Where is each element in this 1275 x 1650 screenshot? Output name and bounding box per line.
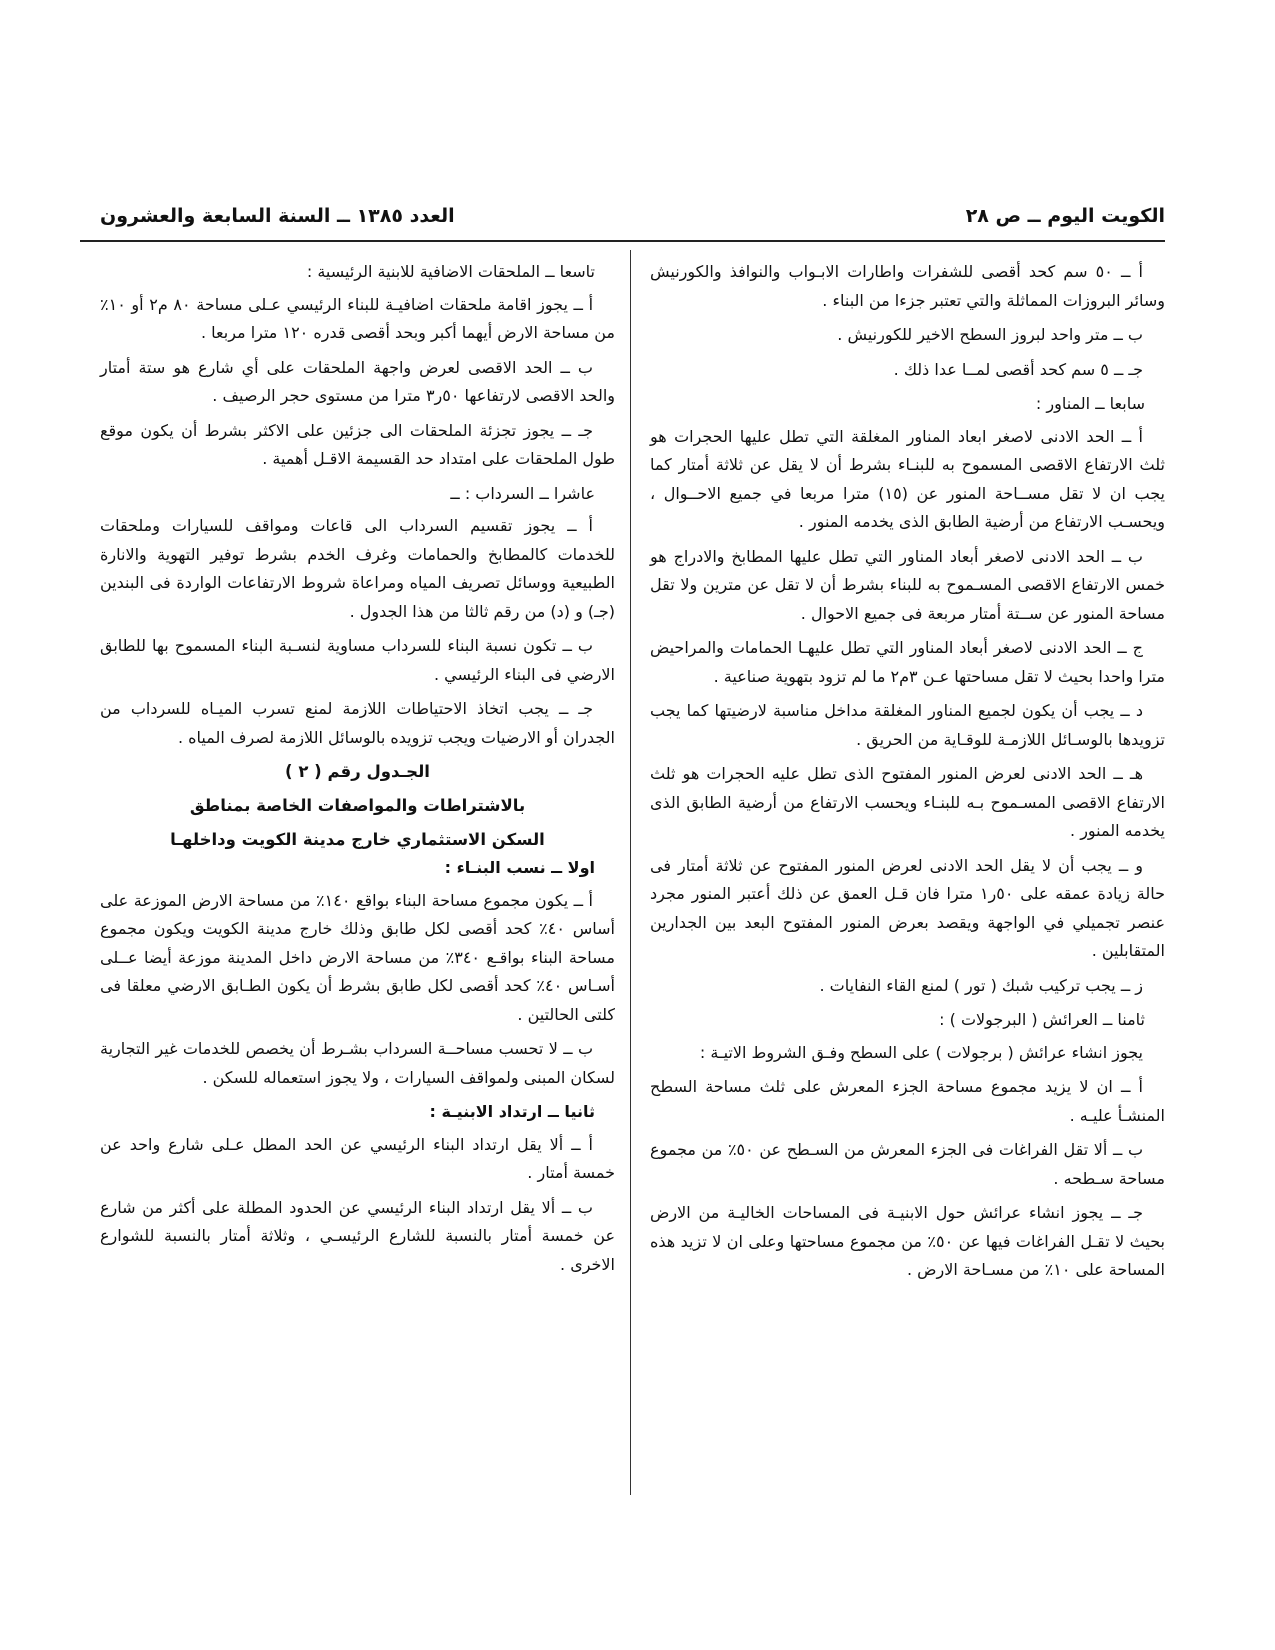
table-number-title: الجـدول رقم ( ٢ ) [285, 762, 430, 781]
section-heading-pergolas: ثامنا ــ العرائش ( البرجولات ) : [939, 1010, 1145, 1029]
paragraph: أ ــ يجوز تقسيم السرداب الى قاعات ومواقف للسيارات وملحقات للخدمات كالمطابخ والحمامات وغرف الخدم بشرط توفير التهوية والانارة الطبيعية ووسائل تصريف المياه ومراعاة شروط الارتفاعات الواردة فى البندين (جـ) و (د) من رقم ثالثا من هذا الجدول . [100, 516, 615, 621]
header-issue-year: العدد ١٣٨٥ ــ السنة السابعة والعشرون [100, 205, 455, 227]
paragraph: أ ــ ٥٠ سم كحد أقصى للشفرات واطارات الابـواب والنوافذ والكورنيش وسائر البروزات المماثلة والتي تعتبر جزءا من البناء . [650, 262, 1165, 310]
column-divider [630, 250, 631, 1495]
paragraph: أ ــ ألا يقل ارتداد البناء الرئيسي عن الحد المطل عـلى شارع واحد عن خمسة أمتار . [100, 1134, 615, 1182]
paragraph: أ ــ يكون مجموع مساحة البناء بواقع ١٤٠٪ من مساحة الارض الموزعة على أساس ٤٠٪ كحد أقصى لكل طابق وذلك خارج مدينة الكويت ويكون مجموع مساحة البناء بواقـع ٣٤٠٪ من مساحة الارض داخل المدينة موزعة أيضا عــلى أسـاس ٤٠٪ كحد أقصى لكل طابق بشرط أن يكون الطـابق الارضي معلقا فى كلتى الحالتين . [100, 890, 616, 1024]
paragraph: ب ــ الحد الادنى لاصغر أبعاد المناور التي تطل عليها المطابخ والادراج هو خمس الارتفاع الاقصى المسـموح به للبناء بشرط أن لا تقل عن مترين ولا تقل مساحة المنور عن ســتة أمتار مربعة فى جميع الاحوال . [650, 546, 1165, 623]
paragraph: يجوز انشاء عرائش ( برجولات ) على السطح وفـق الشروط الاتيـة : [699, 1042, 1143, 1062]
paragraph: أ ــ ان لا يزيد مجموع مساحة الجزء المعرش على ثلث مساحة السطح المنشـأ عليـه . [650, 1077, 1165, 1125]
paragraph: و ــ يجب أن لا يقل الحد الادنى لعرض المنور المفتوح عن ثلاثة أمتار فى حالة زيادة عمقه على ٥٠ر١ مترا فان قـل العمق عن ذلك أعتبر المنور مجرد عنصر تجميلي في الواجهة ويقصد بعرض المنور المفتوح البعد بين الجدارين المتقابلين . [650, 855, 1166, 960]
paragraph: جـ ــ يجوز تجزئة الملحقات الى جزئين على الاكثر بشرط أن يكون موقع طول الملحقات على امتداد حد القسيمة الاقـل أهمية . [100, 420, 615, 468]
section-heading-setbacks: ثانيا ــ ارتداد الابنيـة : [429, 1102, 595, 1121]
right-column [650, 258, 1165, 1291]
page-header [100, 205, 1165, 235]
paragraph: جـ ــ يجوز انشاء عرائش حول الابنيـة فى المساحات الخاليـة من الارض بحيث لا تقـل الفراغات فيها عن ٥٠٪ من مجموع مساحتها وعلى ان لا تزيد هذه المساحة على ١٠٪ من مسـاحة الارض . [650, 1203, 1165, 1279]
paragraph: جـ ــ يجب اتخاذ الاحتياطات اللازمة لمنع تسرب الميـاه للسرداب من الجدران أو الارضيات ويجب تزويده بالوسائل اللازمة لصرف المياه . [100, 699, 615, 747]
paragraph: ب ــ ألا تقل الفراغات فى الجزء المعرش من السـطح عن ٥٠٪ من مجموع مساحة سـطحه . [650, 1140, 1165, 1188]
paragraph: ب ــ لا تحسب مساحــة السرداب بشـرط أن يخصص للخدمات غير التجارية لسكان المبنى ولمواقف السيارات ، ولا يجوز استعماله للسكن . [100, 1039, 615, 1087]
section-heading-skylights: سابعا ــ المناور : [1035, 394, 1145, 413]
paragraph: أ ــ الحد الادنى لاصغر ابعاد المناور المغلقة التي تطل عليها الحجرات هو ثلث الارتفاع الاقصى المسموح به للبنـاء بشرط أن لا يقل عن ثلاثة أمتار كما يجب ان لا تقل مســاحة المنور عن (١٥) مترا مربعا في جميع الاحــوال ، ويحسـب الارتفاع من أرضية الطابق الذى يخدمه المنور . [650, 426, 1166, 531]
header-publication-page: الكويت اليوم ــ ص ٢٨ [965, 205, 1165, 227]
table-subtitle-line-1: بالاشتراطات والمواصفات الخاصة بمناطق [189, 796, 526, 815]
paragraph: ب ــ تكون نسبة البناء للسرداب مساوية لنسـبة البناء المسموح بها للطابق الارضي فى البناء الرئيسي . [100, 636, 615, 684]
paragraph: د ــ يجب أن يكون لجميع المناور المغلقة مداخل مناسبة لارضيتها كما يجب تزويدها بالوسـائل اللازمـة للوقـاية من الحريق . [650, 701, 1165, 749]
table-subtitle-line-2: السكن الاستثماري خارج مدينة الكويت وداخلهـا [170, 830, 545, 849]
paragraph: أ ــ يجوز اقامة ملحقات اضافيـة للبناء الرئيسي عـلى مساحة ٨٠ م٢ أو ١٠٪ من مساحة الارض أيهما أكبر وبحد أقصى قدره ١٢٠ مترا مربعا . [100, 294, 615, 342]
paragraph: هـ ــ الحد الادنى لعرض المنور المفتوح الذى تطل عليه الحجرات هو ثلث الارتفاع الاقصى المسـموح بـه للبنـاء ويحسب الارتفاع من أرضية الطابق الذى يخدمه المنور . [650, 764, 1165, 840]
paragraph: ب ــ متر واحد لبروز السطح الاخير للكورنيش . [837, 325, 1143, 344]
left-column [100, 258, 615, 1285]
paragraph: ج ــ الحد الادنى لاصغر أبعاد المناور التي تطل عليهـا الحمامات والمراحيض مترا واحدا بحيث لا تقل مساحتها عـن ٣م٢ ما لم تزود بتهوية صناعية . [650, 638, 1165, 686]
paragraph: ب ــ ألا يقل ارتداد البناء الرئيسي عن الحدود المطلة على أكثر من شارع عن خمسة أمتار بالنسبة للشارع الرئيسـي ، وثلاثة أمتار بالنسبة للشوارع الاخرى . [100, 1197, 615, 1274]
paragraph: ز ــ يجب تركيب شبك ( تور ) لمنع القاء النفايات . [819, 975, 1143, 995]
header-divider [80, 240, 1165, 242]
section-heading-building-ratios: اولا ــ نسب البنـاء : [444, 858, 595, 877]
section-heading-basement: عاشرا ــ السرداب : ــ [450, 483, 595, 503]
paragraph: ب ــ الحد الاقصى لعرض واجهة الملحقات على أي شارع هو ستة أمتار والحد الاقصى لارتفاعها ٥٠ر٣ مترا من مستوى حجر الرصيف . [100, 357, 615, 405]
paragraph: جـ ــ ٥ سم كحد أقصى لمــا عدا ذلك . [893, 359, 1143, 379]
section-heading-annexes: تاسعا ــ الملحقات الاضافية للابنية الرئيسية : [306, 262, 595, 281]
